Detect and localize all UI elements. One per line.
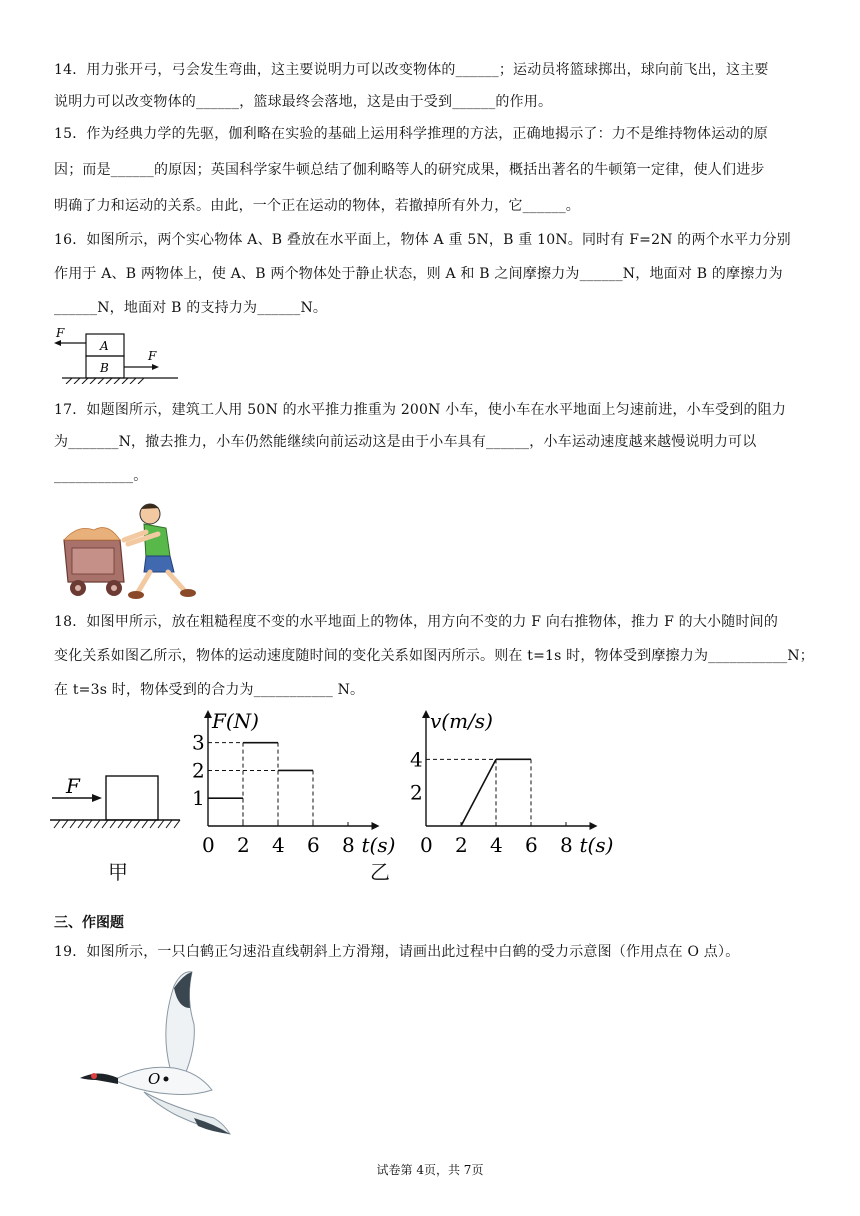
chart1-x-tick-label: 6	[307, 833, 320, 856]
q15-line2: 因；而是______的原因；英国科学家牛顿总结了伽利略等人的研究成果，概括出著名的牛顿第一定律，使人们进步	[54, 162, 765, 178]
q19-line1: 19．如图所示，一只白鹤正匀速沿直线朝斜上方滑翔，请画出此过程中白鹤的受力示意图（作用点在 O 点）。	[54, 944, 740, 960]
chart1-y-tick-label: 1	[192, 786, 205, 811]
chart2-x-tick-label: 4	[490, 833, 503, 856]
caption-yi: 乙	[370, 860, 390, 884]
chart2-x-tick-label: 6	[525, 833, 538, 856]
section-title: 三、作图题	[54, 915, 124, 931]
block-a-label: A	[100, 339, 109, 353]
block-b-label: B	[100, 361, 109, 375]
q17-line2: 为_______N，撤去推力，小车仍然能继续向前运动这是由于小车具有______，小车运动速度越来越慢说明力可以	[54, 434, 757, 450]
chart2-x-label: t(s)	[579, 833, 614, 856]
chart1-y-label: F(N)	[212, 709, 259, 733]
q18-line1: 18．如图甲所示，放在粗糙程度不变的水平地面上的物体，用方向不变的力 F 向右推物体，推力 F 的大小随时间的	[54, 614, 779, 630]
chart1-y-tick-label: 2	[192, 758, 205, 783]
caption-jia: 甲	[108, 860, 128, 884]
force-time-chart	[190, 706, 404, 856]
chart2-x-tick-label: 8	[560, 833, 573, 856]
chart1-x-label: t(s)	[361, 833, 396, 856]
q17-line3: ___________。	[54, 468, 148, 484]
chart1-y-tick-label: 3	[192, 730, 205, 755]
q16-line1: 16．如图所示，两个实心物体 A、B 叠放在水平面上，物体 A 重 5N，B 重 10N。同时有 F=2N 的两个水平力分别	[54, 232, 791, 248]
block	[106, 776, 158, 820]
chart2-y-label: v(m/s)	[430, 709, 493, 733]
q18-line2: 变化关系如图乙所示，物体的运动速度随时间的变化关系如图丙所示。则在 t=1s 时，物体受到摩擦力为___________N；	[54, 648, 814, 664]
chart1-x-tick-label: 8	[342, 833, 355, 856]
chart1-x-tick-label: 0	[202, 833, 215, 856]
chart2-y-arrow	[422, 710, 430, 718]
chart1-y-arrow	[204, 710, 212, 718]
push-force-label: F	[66, 774, 80, 798]
block-with-push-figure	[46, 766, 186, 830]
force-label-right: F	[148, 349, 157, 363]
q14-line1: 14．用力张开弓，弓会发生弯曲，这主要说明力可以改变物体的______；运动员将篮球掷出，球向前飞出，这主要	[54, 62, 769, 78]
page-footer: 试卷第 4页，共 7页	[376, 1163, 484, 1177]
q18-line3: 在 t=3s 时，物体受到的合力为___________ N。	[54, 682, 365, 698]
chart2-x-tick-label: 0	[420, 833, 433, 856]
worker-pushing-cart-illustration	[58, 500, 200, 602]
chart1-x-arrow	[372, 822, 380, 830]
q15-line1: 15．作为经典力学的先驱，伽利略在实验的基础上运用科学推理的方法，正确地揭示了：力不是维持物体运动的原	[54, 126, 769, 142]
chart1-x-tick-label: 2	[237, 833, 250, 856]
chart2-x-arrow	[590, 822, 598, 830]
force-label-left: F	[56, 326, 65, 340]
action-point-label: O	[148, 1070, 161, 1088]
chart2-y-tick-label: 2	[410, 780, 423, 805]
q17-line1: 17．如题图所示，建筑工人用 50N 的水平推力推重为 200N 小车，使小车在水平地面上匀速前进，小车受到的阻力	[54, 402, 787, 418]
q14-line2: 说明力可以改变物体的______，篮球最终会落地，这是由于受到______的作用。	[54, 94, 553, 110]
stacked-blocks-figure	[50, 326, 180, 384]
crane-head-red-crown	[91, 1073, 97, 1079]
q16-line3: ______N，地面对 B 的支持力为______N。	[54, 300, 328, 316]
crane-illustration	[74, 968, 234, 1140]
chart1-x-tick-label: 4	[272, 833, 285, 856]
chart2-y-tick-label: 4	[410, 747, 423, 772]
chart2-x-tick-label: 2	[455, 833, 468, 856]
q15-line3: 明确了力和运动的关系。由此，一个正在运动的物体，若撤掉所有外力，它______。	[54, 198, 580, 214]
velocity-time-chart	[408, 706, 622, 856]
q16-line2: 作用于 A、B 两物体上，使 A、B 两个物体处于静止状态，则 A 和 B 之间摩擦力为______N，地面对 B 的摩擦力为	[54, 266, 783, 282]
chart2-segment	[461, 759, 496, 826]
action-point-o	[164, 1077, 169, 1082]
